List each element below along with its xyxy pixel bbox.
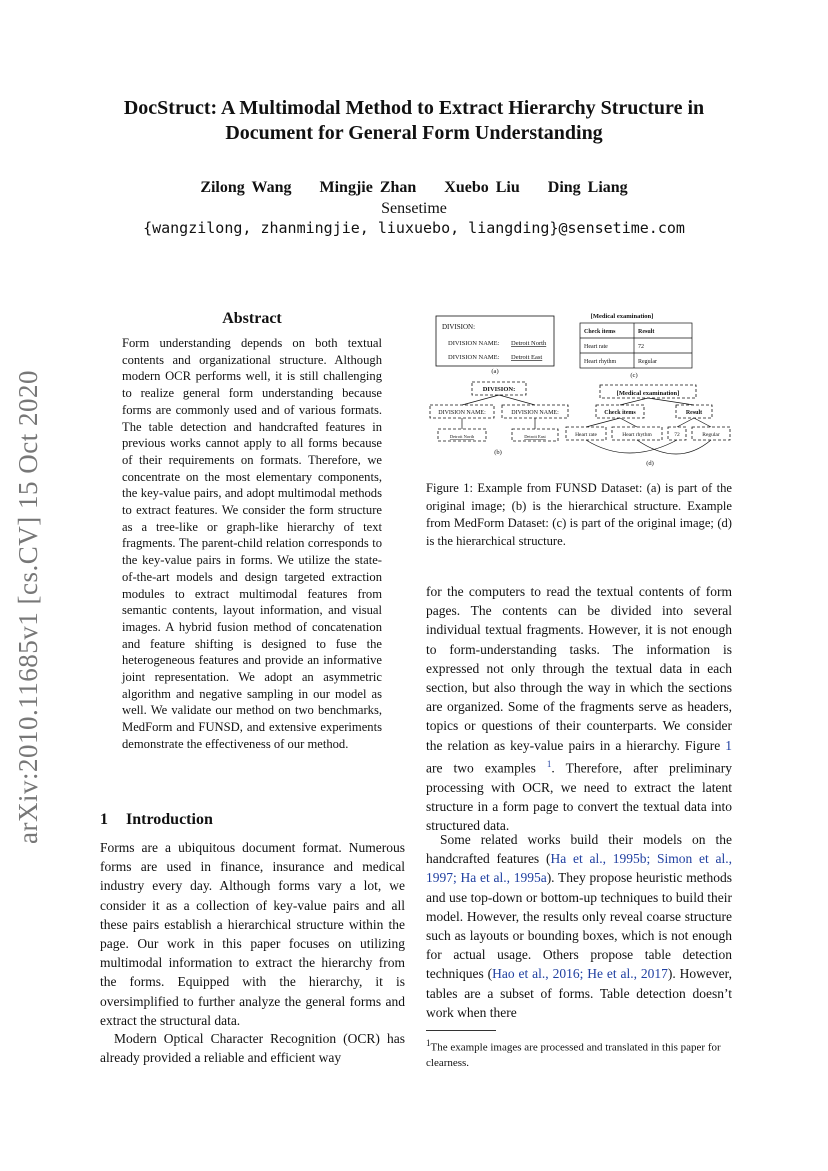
arxiv-identifier: arXiv:2010.11685v1 [cs.CV] 15 Oct 2020: [13, 370, 43, 844]
abstract-text: Form understanding depends on both textual contents and organizational structure. Although modern OCR performs well, it is still challenging to realize general form understanding because forms are commonly used and of various formats. The table detection and handcrafted features in previous works cannot apply to all forms because of their requirements on formats. Therefore, we concentrate on the most elementary components, the key-value pairs, and adopt multimodal methods to extract features. We consider the form structure as a tree-like or graph-like hierarchy of text fragments. The parent-child relation corresponds to the key-value pairs in forms. We utilize the state-of-the-art models and design targeted extraction modules to extract multimodal features from semantic contents, layout information, and visual images. A hybrid fusion method of concatenation and feature shifting is designed to fuse the heterogeneous features and provide an informative joint representation. We adopt an asymmetric algorithm and negative sampling in our model as well. We validate our method on two benchmarks, MedForm and FUNSD, and extensive experiments demonstrate the effectiveness of our method.: [122, 336, 382, 751]
figure-d-label: (d): [646, 460, 654, 467]
figure-c-row1-col2: 72: [638, 344, 644, 350]
figure-d-leaf1: Heart rate: [575, 432, 597, 438]
figure-b-val2: Detroit East: [524, 434, 546, 439]
footnote-text: The example images are processed and translated in this paper for clearness.: [426, 1041, 721, 1069]
figure-d-key2: Result: [685, 410, 703, 416]
figure-reference-link[interactable]: 1: [725, 737, 732, 753]
figure-a-row2-value: Detroit East: [511, 354, 543, 361]
figure-b-root: DIVISION:: [482, 386, 516, 393]
citation-link[interactable]: Ha et al., 1995b; Simon et al., 1997; Ha et al., 1995a: [426, 851, 732, 886]
figure-a-row2-key: DIVISION NAME:: [448, 354, 500, 361]
figure-d-leaf3: 72: [674, 432, 680, 438]
figure-c-title: [Medical examination]: [590, 313, 654, 320]
section-number: 1: [100, 811, 108, 828]
right-paragraph-1: for the computers to read the textual contents of form pages. The contents can be divided into several individual textual fragments. However, it is not enough to form-understanding tasks. The information is expressed not only through the textual data in each section, but also through the way in which the sections are organized. Some of the fragments serve as headers, topics or questions of their counterparts. We consider the relation as key-value pairs in a hierarchy. Figure 1 are two examples $^1$. Therefore, after preliminary processing with OCR, we need to extract the latent structure in a form page to convert the textual data into structured data.: [426, 584, 732, 833]
paper-title: [80, 96, 748, 146]
figure-d-leaf2: Heart rhythm: [622, 432, 652, 438]
figure-1: [428, 308, 732, 472]
figure-a-row1-value: Detroit North: [511, 340, 547, 347]
figure-b-label: (b): [494, 449, 502, 456]
figure-a-division: DIVISION:: [442, 323, 476, 331]
figure-b-key1: DIVISION NAME:: [438, 410, 486, 416]
authors: Zilong Wang Mingjie Zhan Xuebo Liu Ding Liang: [200, 179, 628, 196]
figure-c-row2-col2: Regular: [638, 359, 657, 365]
section-title: Introduction: [126, 811, 213, 828]
figure-a-row1-key: DIVISION NAME:: [448, 340, 500, 347]
figure-d-key1: Check items: [604, 410, 636, 416]
figure-a-label: (a): [491, 368, 499, 375]
citation-link[interactable]: Hao et al., 2016; He et al., 2017: [492, 966, 668, 982]
footnote: [426, 1036, 732, 1071]
abstract-heading: Abstract: [222, 310, 282, 327]
footnote-rule: [426, 1030, 496, 1031]
footnote-mark: 1: [426, 1038, 431, 1048]
footnote-reference[interactable]: 1: [546, 758, 552, 769]
figure-c-header-2: Result: [638, 329, 655, 335]
section-heading: [100, 811, 213, 829]
figure-c-label: (c): [630, 372, 638, 379]
figure-c-row1-col1: Heart rate: [584, 344, 608, 350]
figure-c-header-1: Check items: [584, 329, 616, 335]
title-line-1: DocStruct: A Multimodal Method to Extract Hierarchy Structure in: [123, 97, 705, 119]
intro-paragraph-1: Forms are a ubiquitous document format. Numerous forms are used in finance, insurance and medical industry every day. Although forms vary a lot, we consider it as a collection of key-value pairs and all these pairs establish a hierarchical structure within the page. Our work in this paper focuses on utilizing multimodal information to extract the hierarchy from the forms. Equipped with the hierarchy, it is oversimplified to further analyze the general forms and extract the structural data.: [100, 840, 405, 1028]
figure-d-leaf4: Regular: [702, 432, 720, 438]
right-paragraph-2: Some related works build their models on the handcrafted features (Ha et al., 1995b; Simon et al., 1997; Ha et al., 1995a). They propose heuristic methods and use top-down or bottom-up techniques to build their model. However, the results only reveal coarse structure such as layouts or bounding boxes, which is not enough for actual usage. Others propose table detection techniques (Hao et al., 2016; He et al., 2017). However, tables are a subset of forms. Table detection doesn’t work when there: [426, 832, 732, 1020]
figure-b-val1: Detroit North: [449, 434, 475, 439]
figure-b-key2: DIVISION NAME:: [511, 410, 559, 416]
intro-paragraph-2: Modern Optical Character Recognition (OCR) has already provided a reliable and efficient way: [100, 1031, 405, 1066]
figure-d-root: [Medical examination]: [616, 390, 680, 397]
title-line-2: Document for General Form Understanding: [225, 122, 603, 144]
figure-caption: Figure 1: Example from FUNSD Dataset: (a) is part of the original image; (b) is the hierarchical structure. Example from MedForm Dataset: (c) is part of the original image; (d) is the hierarchical structure.: [426, 481, 732, 548]
affiliation: Sensetime: [381, 200, 447, 217]
figure-c-row2-col1: Heart rhythm: [584, 359, 617, 365]
author-emails: {wangzilong, zhanmingjie, liuxuebo, liangding}@sensetime.com: [143, 219, 685, 237]
